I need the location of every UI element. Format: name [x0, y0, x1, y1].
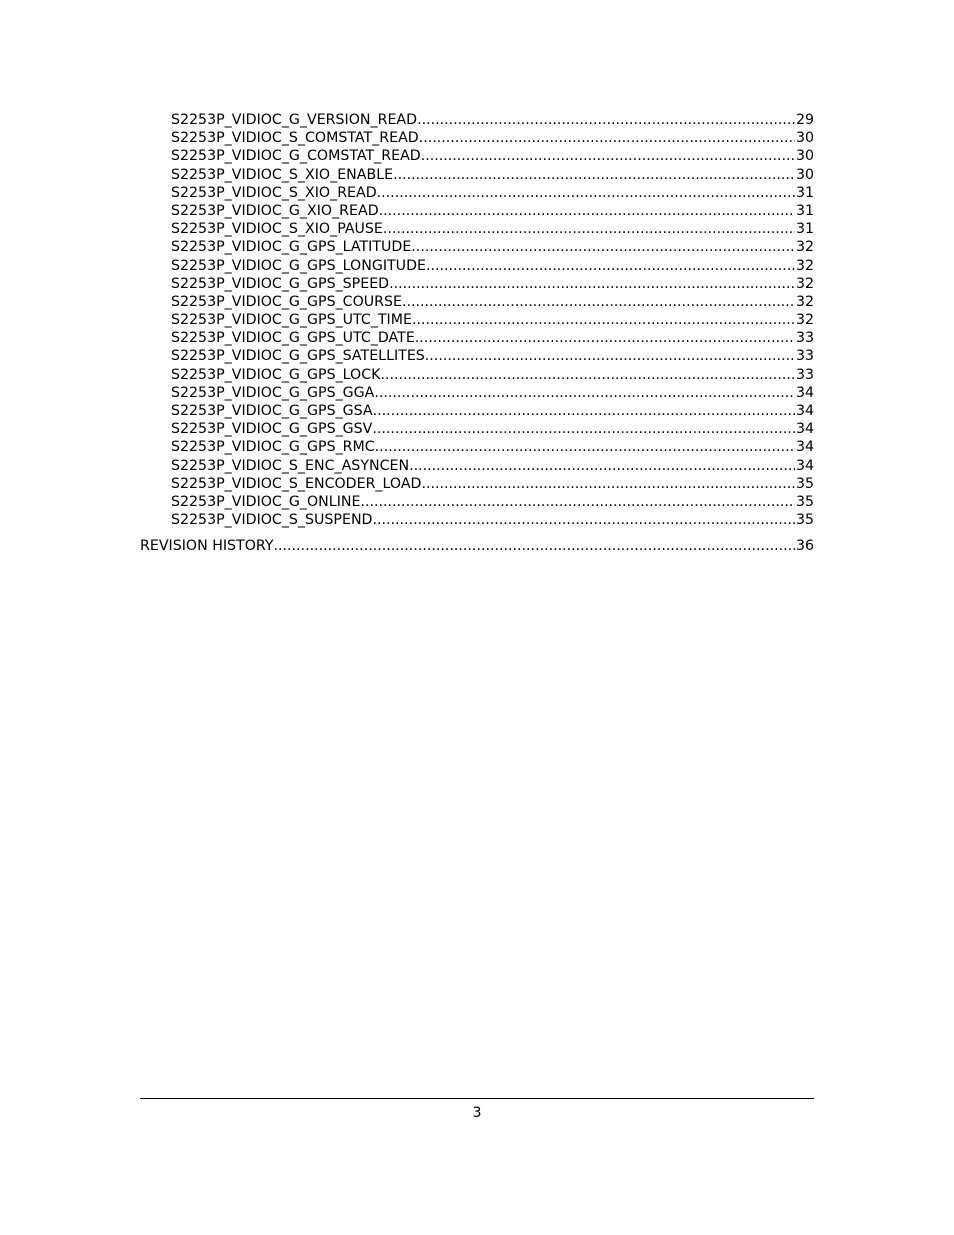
- toc-dot-leader: [393, 166, 795, 184]
- toc-entry-page: 33: [795, 330, 814, 347]
- toc-dot-leader: [372, 420, 795, 438]
- toc-dot-leader: [373, 402, 795, 420]
- toc-entry[interactable]: [140, 293, 814, 311]
- toc-entry-page: 33: [795, 366, 814, 383]
- toc-entry-page: 35: [795, 475, 814, 492]
- toc-dot-leader: [417, 111, 795, 129]
- toc-entry[interactable]: [140, 111, 814, 129]
- toc-dot-leader: [379, 202, 795, 220]
- toc-entry-page: 30: [795, 130, 814, 147]
- toc-dot-leader: [375, 438, 795, 456]
- toc-entry-title: S2253P_VIDIOC_G_GPS_SPEED: [171, 275, 390, 292]
- toc-dot-leader: [409, 457, 795, 475]
- toc-entry-page: 32: [795, 239, 814, 256]
- toc-entry-page: 30: [795, 166, 814, 183]
- toc-entry[interactable]: [140, 366, 814, 384]
- toc-entry-page: 31: [795, 202, 814, 219]
- toc-entry-title: REVISION HISTORY: [140, 538, 274, 555]
- toc-entry-page: 35: [795, 512, 814, 529]
- toc-heading-entry[interactable]: [140, 537, 814, 555]
- toc-entry-page: 34: [795, 403, 814, 419]
- toc-entry[interactable]: [140, 202, 814, 220]
- toc-dot-leader: [412, 311, 795, 329]
- toc-entry[interactable]: [140, 129, 814, 147]
- toc-entry[interactable]: [140, 329, 814, 347]
- toc-dot-leader: [425, 347, 795, 365]
- toc-dot-leader: [421, 147, 795, 165]
- toc-entry-title: S2253P_VIDIOC_G_GPS_UTC_TIME: [171, 312, 412, 329]
- toc-dot-leader: [415, 329, 795, 347]
- toc-entry[interactable]: [140, 220, 814, 238]
- toc-dot-leader: [274, 537, 795, 555]
- toc-entry-page: 31: [795, 221, 814, 238]
- toc-entry-title: S2253P_VIDIOC_S_XIO_READ: [171, 184, 377, 201]
- footer-divider: [140, 1098, 814, 1099]
- toc-entry-title: S2253P_VIDIOC_S_COMSTAT_READ: [171, 130, 419, 147]
- toc-entry-title: S2253P_VIDIOC_G_GPS_SATELLITES: [171, 348, 425, 365]
- toc-entry[interactable]: [140, 347, 814, 365]
- toc-dot-leader: [421, 475, 794, 493]
- toc-entry[interactable]: [140, 420, 814, 438]
- toc-entry-page: 32: [795, 312, 814, 329]
- toc-entry-title: S2253P_VIDIOC_G_VERSION_READ: [171, 112, 418, 128]
- toc-entry-title: S2253P_VIDIOC_S_SUSPEND: [171, 512, 373, 529]
- toc-dot-leader: [383, 220, 795, 238]
- toc-entry-title: S2253P_VIDIOC_G_XIO_READ: [171, 202, 379, 219]
- toc-entry[interactable]: [140, 311, 814, 329]
- toc-entry-page: 34: [795, 439, 814, 456]
- toc-entry-title: S2253P_VIDIOC_G_ONLINE: [171, 493, 361, 510]
- toc-dot-leader: [419, 129, 795, 147]
- toc-entry-page: 32: [795, 293, 814, 310]
- toc-entry[interactable]: [140, 166, 814, 184]
- toc-entry-page: 30: [795, 148, 814, 165]
- toc-entry-page: 29: [795, 112, 814, 128]
- toc-entry[interactable]: [140, 493, 814, 511]
- toc-dot-leader: [402, 293, 795, 311]
- toc-entry[interactable]: [140, 257, 814, 275]
- toc-entry[interactable]: [140, 475, 814, 493]
- toc-entry[interactable]: [140, 147, 814, 165]
- toc-entry-title: S2253P_VIDIOC_S_ENCODER_LOAD: [171, 475, 422, 492]
- toc-entry-page: 34: [795, 457, 814, 474]
- toc-dot-leader: [360, 493, 794, 511]
- toc-dot-leader: [380, 366, 794, 384]
- toc-entry[interactable]: [140, 457, 814, 475]
- toc-entry-title: S2253P_VIDIOC_G_GPS_GSV: [171, 421, 373, 438]
- toc-entry-page: 33: [795, 348, 814, 365]
- toc-dot-leader: [389, 275, 795, 293]
- toc-entry-title: S2253P_VIDIOC_G_GPS_LATITUDE: [171, 239, 412, 256]
- toc-entry-title: S2253P_VIDIOC_G_GPS_GGA: [171, 384, 375, 401]
- toc-dot-leader: [411, 238, 795, 256]
- toc-entry-title: S2253P_VIDIOC_G_GPS_UTC_DATE: [171, 330, 415, 347]
- toc-entry[interactable]: [140, 438, 814, 456]
- toc-entry[interactable]: [140, 402, 814, 420]
- toc-entry-title: S2253P_VIDIOC_G_GPS_LOCK: [171, 366, 381, 383]
- toc-entry[interactable]: [140, 511, 814, 529]
- table-of-contents: [140, 111, 814, 556]
- toc-entry-page: 32: [795, 275, 814, 292]
- toc-entry-title: S2253P_VIDIOC_S_XIO_ENABLE: [171, 166, 394, 183]
- toc-entry-page: 36: [795, 538, 814, 555]
- toc-entry-page: 31: [795, 184, 814, 201]
- toc-entry-title: S2253P_VIDIOC_G_COMSTAT_READ: [171, 148, 421, 165]
- toc-entry[interactable]: [140, 238, 814, 256]
- toc-dot-leader: [372, 511, 794, 529]
- toc-entry-title: S2253P_VIDIOC_G_GPS_GSA: [171, 403, 373, 419]
- toc-entry-page: 32: [795, 257, 814, 274]
- toc-dot-leader: [374, 384, 795, 402]
- toc-entry-page: 35: [795, 493, 814, 510]
- toc-entry-title: S2253P_VIDIOC_S_ENC_ASYNCEN: [171, 457, 410, 474]
- toc-dot-leader: [377, 184, 795, 202]
- toc-dot-leader: [426, 257, 795, 275]
- toc-entry[interactable]: [140, 384, 814, 402]
- toc-entry-title: S2253P_VIDIOC_G_GPS_COURSE: [171, 293, 402, 310]
- toc-entry-page: 34: [795, 384, 814, 401]
- toc-entry-title: S2253P_VIDIOC_G_GPS_LONGITUDE: [171, 257, 426, 274]
- toc-entry-title: S2253P_VIDIOC_G_GPS_RMC: [171, 439, 375, 456]
- toc-entry-title: S2253P_VIDIOC_S_XIO_PAUSE: [171, 221, 383, 238]
- toc-entry-page: 34: [795, 421, 814, 438]
- toc-entry[interactable]: [140, 275, 814, 293]
- toc-entry[interactable]: [140, 184, 814, 202]
- page-number: 3: [472, 1105, 482, 1121]
